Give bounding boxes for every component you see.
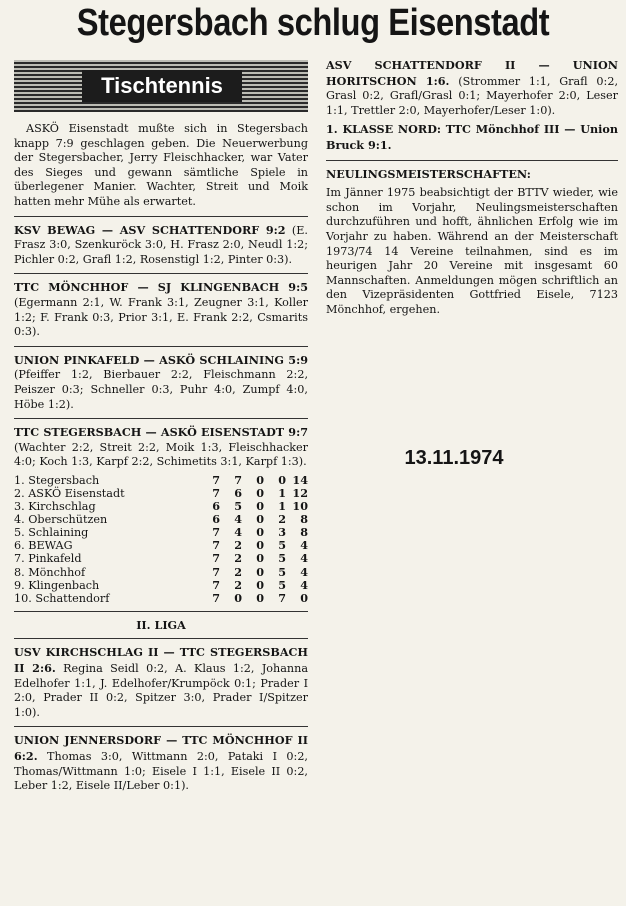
standings-drawn: 0 (256, 499, 264, 514)
left-column (14, 122, 308, 798)
match-heading: UNION PINKAFELD — ASKÖ SCHLAINING 5:9 (14, 352, 308, 367)
match-details: (Egermann 2:1, W. Frank 3:1, Zeugner 3:1, Koller 1:2; F. Frank 0:3, Prior 3:1, E. Frank 2:2, Csmarits 0:3). (14, 295, 308, 339)
divider (14, 418, 308, 419)
divider (14, 638, 308, 639)
match-details: (E. Frasz 3:0, Szenkuröck 3:0, H. Frasz 2:0, Neudl 1:2; Pichler 0:2, Grafl 1:2, Rosenstigl 1:2, Pinter 0:3). (14, 223, 308, 266)
standings-points: 12 (292, 485, 308, 500)
match-result (326, 58, 618, 118)
match-details: Thomas 3:0, Wittmann 2:0, Pataki I 0:2, Thomas/Wittmann 1:0; Eisele I 1:1, Eisele II 0:2, Leber 1:2, Eisele II/Leber 0:1). (14, 749, 308, 793)
standings-drawn: 0 (256, 551, 264, 566)
standings-played: 7 (212, 577, 220, 592)
standings-points: 8 (300, 512, 308, 527)
match-details: (Strommer 1:1, Grafl 0:2, Grasl 0:2, Grafl/Grasl 0:1; Mayerhofer 2:0, Leser 1:1, Trettler 2:0, Mayerhofer/Leser 1:0). (326, 74, 618, 117)
standings-row (14, 579, 308, 592)
standings-team: 3. Kirchschlag (14, 500, 96, 514)
match-heading: UNION JENNERSDORF — TTC MÖNCHHOF II 6:2. (14, 733, 308, 763)
standings-won: 7 (234, 472, 242, 487)
standings-played: 7 (212, 551, 220, 566)
standings-won: 4 (234, 512, 242, 527)
standings-row (14, 552, 308, 565)
standings-team: 4. Oberschützen (14, 513, 108, 527)
standings-team: 7. Pinkafeld (14, 552, 82, 566)
match-result (14, 353, 308, 412)
divider (14, 346, 308, 347)
standings-drawn: 0 (256, 512, 264, 527)
standings-row (14, 592, 308, 605)
standings-played: 6 (212, 499, 220, 514)
standings-played: 7 (212, 525, 220, 540)
standings-played: 7 (212, 485, 220, 500)
match-result (14, 280, 308, 339)
standings-played: 7 (212, 590, 220, 605)
standings-team: 5. Schlaining (14, 526, 89, 540)
standings-won: 2 (234, 551, 242, 566)
standings-team: 9. Klingenbach (14, 578, 100, 592)
standings-drawn: 0 (256, 564, 264, 579)
match-heading: TTC MÖNCHHOF — SJ KLINGENBACH 9:5 (14, 280, 308, 295)
match-heading: ASV SCHATTENDORF II — UNION HORITSCHON 1:6. (326, 58, 618, 88)
standings-won: 4 (234, 525, 242, 540)
match-details: (Pfeiffer 1:2, Bierbauer 2:2, Fleischmann 2:2, Peiszer 0:3; Schneller 0:3, Puhr 4:0, Zumpf 4:0, Höbe 1:2). (14, 368, 308, 411)
standings-table (14, 474, 308, 605)
standings-lost: 5 (278, 538, 286, 553)
standings-played: 6 (212, 512, 220, 527)
standings-points: 4 (300, 538, 308, 553)
standings-points: 14 (292, 472, 308, 487)
standings-points: 4 (300, 551, 308, 566)
standings-lost: 1 (278, 499, 286, 514)
liga-title: II. LIGA (136, 617, 186, 632)
match-details: (Wachter 2:2, Streit 2:2, Moik 1:3, Fleischhacker 4:0; Koch 1:3, Karpf 2:2, Schimetits 3:1, Karpf 1:3). (14, 440, 308, 469)
date-stamp: 13.11.1974 (404, 447, 504, 469)
standings-lost: 1 (278, 485, 286, 500)
article-headline: Stegersbach schlug Eisenstadt (76, 2, 550, 44)
standings-row (14, 474, 308, 487)
liga-match-result (14, 733, 308, 793)
match-heading: KSV BEWAG — ASV SCHATTENDORF 9:2 (14, 222, 286, 237)
section-banner (14, 60, 308, 112)
match-result (14, 223, 308, 268)
divider (14, 611, 308, 612)
standings-points: 4 (300, 577, 308, 592)
divider (14, 273, 308, 274)
neulinge-heading: NEULINGSMEISTERSCHAFTEN: (326, 166, 531, 181)
standings-lost: 2 (278, 512, 286, 527)
standings-lost: 3 (278, 525, 286, 540)
match-heading: USV KIRCHSCHLAG II — TTC STEGERSBACH II 2:6. (14, 645, 308, 675)
standings-lost: 5 (278, 577, 286, 592)
standings-points: 0 (300, 590, 308, 605)
match-heading: TTC STEGERSBACH — ASKÖ EISENSTADT 9:7 (14, 425, 308, 440)
standings-lost: 7 (278, 590, 286, 605)
standings-team: 1. Stegersbach (14, 473, 100, 487)
standings-played: 7 (212, 538, 220, 553)
standings-points: 8 (300, 525, 308, 540)
match-details: Regina Seidl 0:2, A. Klaus 1:2, Johanna Edelhofer 1:1, J. Edelhofer/Krumpöck 0:1; Prader I 2:0, Prader II 0:2, Spitzer 3:0, Prader I/Spitzer 1:0). (14, 662, 308, 719)
klasse-heading: 1. KLASSE NORD: TTC Mönchhof III — Union Bruck 9:1. (326, 122, 618, 152)
standings-drawn: 0 (256, 538, 264, 553)
standings-won: 2 (234, 564, 242, 579)
divider (14, 216, 308, 217)
standings-team: 6. BEWAG (14, 539, 73, 553)
klasse-result (326, 122, 618, 153)
standings-team: 2. ASKÖ Eisenstadt (14, 486, 125, 500)
divider (326, 160, 618, 161)
standings-drawn: 0 (256, 525, 264, 540)
divider (14, 726, 308, 727)
standings-row (14, 566, 308, 579)
standings-played: 7 (212, 472, 220, 487)
standings-drawn: 0 (256, 472, 264, 487)
standings-played: 7 (212, 564, 220, 579)
standings-drawn: 0 (256, 590, 264, 605)
standings-won: 6 (234, 485, 242, 500)
standings-drawn: 0 (256, 577, 264, 592)
standings-won: 2 (234, 538, 242, 553)
liga-match-result (14, 645, 308, 720)
match-result (14, 425, 308, 470)
standings-points: 4 (300, 564, 308, 579)
standings-team: 8. Mönchhof (14, 565, 86, 579)
section-title: Tischtennis (82, 70, 242, 102)
standings-points: 10 (292, 499, 308, 514)
standings-won: 5 (234, 499, 242, 514)
standings-won: 2 (234, 577, 242, 592)
standings-lost: 5 (278, 551, 286, 566)
standings-lost: 5 (278, 564, 286, 579)
standings-won: 0 (234, 590, 242, 605)
standings-team: 10. Schattendorf (14, 591, 110, 605)
neulinge-paragraph: Im Jänner 1975 beabsichtigt der BTTV wieder, wie schon im Vorjahr, Neulingsmeisterschaften durchzuführen und hofft, ähnlichen Erfolg wie im Vorjahr zu haben. Während an der Meisterschaft 1973/74 14 Vereine teilnahmen, sind es im heurigen Jahr 20 Vereine mit insgesamt 60 Mannschaften. Anmeldungen mögen schriftlich an den Vizepräsidenten Gottfried Eisele, 7123 Mönchhof, ergehen. (326, 186, 618, 316)
neulinge-heading-line (326, 167, 618, 183)
standings-lost: 0 (278, 472, 286, 487)
standings-drawn: 0 (256, 485, 264, 500)
intro-paragraph: ASKÖ Eisenstadt mußte sich in Stegersbach knapp 7:9 geschlagen geben. Die Neuerwerbung der Stegersbacher, Jerry Fleischhacker, war Vater des Sieges und gewann sämtliche Spiele in überlegener Manier. Wachter, Streit und Moik hatten mehr Mühe als erwartet. (14, 122, 308, 208)
right-column (326, 58, 618, 322)
